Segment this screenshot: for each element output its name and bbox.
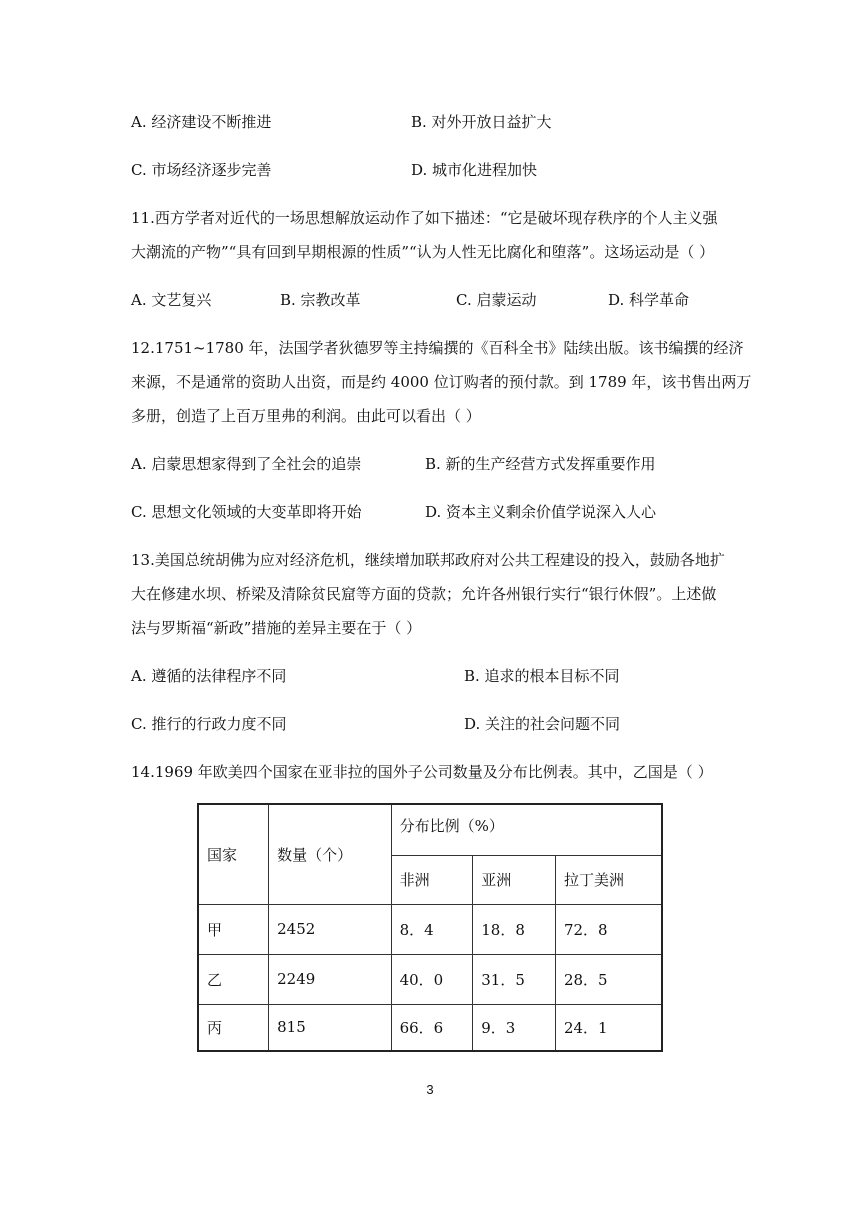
q11-line-2: 大潮流的产物”“具有回到早期根源的性质”“认为人性无比腐化和堕落”。这场运动是（ ） (131, 243, 715, 261)
cell-count: 2249 (269, 954, 391, 1004)
q10-option-c: C. 市场经济逐步完善 (131, 161, 272, 179)
q13-line-2: 大在修建水坝、桥梁及清除贫民窟等方面的贷款；允许各州银行实行“银行休假”。上述做 (131, 585, 717, 603)
cell-count: 2452 (269, 904, 391, 954)
cell-latin-america: 24．1 (555, 1004, 662, 1051)
cell-country: 甲 (198, 904, 269, 954)
page-number: 3 (426, 1082, 434, 1097)
cell-africa: 66．6 (391, 1004, 473, 1051)
q13-line-3: 法与罗斯福“新政”措施的差异主要在于（ ） (131, 619, 422, 637)
cell-asia: 18．8 (473, 904, 556, 954)
q13-option-a: A. 遵循的法律程序不同 (131, 667, 287, 685)
q12-line-3: 多册，创造了上百万里弗的利润。由此可以看出（ ） (131, 407, 481, 425)
table-row (198, 954, 662, 1004)
q12-option-d: D. 资本主义剩余价值学说深入人心 (425, 503, 657, 521)
cell-latin-america: 28．5 (555, 954, 662, 1004)
table-row (198, 1004, 662, 1051)
q11-option-b: B. 宗教改革 (280, 291, 361, 309)
q11-line-1: 11.西方学者对近代的一场思想解放运动作了如下描述：“它是破坏现存秩序的个人主义强 (131, 209, 718, 227)
cell-count: 815 (269, 1004, 391, 1051)
header-count: 数量（个） (269, 804, 391, 904)
header-asia: 亚洲 (473, 855, 556, 904)
q12-option-b: B. 新的生产经营方式发挥重要作用 (425, 455, 656, 473)
q14-line: 14.1969 年欧美四个国家在亚非拉的国外子公司数量及分布比例表。其中，乙国是（ ） (131, 763, 713, 781)
q13-option-c: C. 推行的行政力度不同 (131, 715, 287, 733)
q13-line-1: 13.美国总统胡佛为应对经济危机，继续增加联邦政府对公共工程建设的投入，鼓励各地扩 (131, 551, 725, 569)
table-row (198, 904, 662, 954)
cell-africa: 40．0 (391, 954, 473, 1004)
q10-option-d: D. 城市化进程加快 (411, 161, 538, 179)
q12-option-c: C. 思想文化领域的大变革即将开始 (131, 503, 362, 521)
cell-country: 乙 (198, 954, 269, 1004)
header-africa: 非洲 (391, 855, 473, 904)
q10-option-b: B. 对外开放日益扩大 (411, 113, 552, 131)
q11-option-d: D. 科学革命 (608, 291, 690, 309)
q12-line-1: 12.1751~1780 年，法国学者狄德罗等主持编撰的《百科全书》陆续出版。该书编撰的经济 (131, 339, 744, 357)
cell-asia: 31．5 (473, 954, 556, 1004)
q13-option-b: B. 追求的根本目标不同 (464, 667, 620, 685)
cell-africa: 8．4 (391, 904, 473, 954)
cell-asia: 9．3 (473, 1004, 556, 1051)
q13-option-d: D. 关注的社会问题不同 (464, 715, 621, 733)
q12-line-2: 来源，不是通常的资助人出资，而是约 4000 位订购者的预付款。到 1789 年，该书售出两万 (131, 373, 752, 391)
header-latin-america: 拉丁美洲 (555, 855, 662, 904)
cell-country: 丙 (198, 1004, 269, 1051)
distribution-table (197, 803, 663, 1052)
q12-option-a: A. 启蒙思想家得到了全社会的追崇 (131, 455, 362, 473)
q11-option-c: C. 启蒙运动 (456, 291, 537, 309)
q10-option-a: A. 经济建设不断推进 (131, 113, 272, 131)
header-country: 国家 (198, 804, 269, 904)
cell-latin-america: 72．8 (555, 904, 662, 954)
header-distribution: 分布比例（%） (391, 804, 662, 855)
q11-option-a: A. 文艺复兴 (131, 291, 212, 309)
